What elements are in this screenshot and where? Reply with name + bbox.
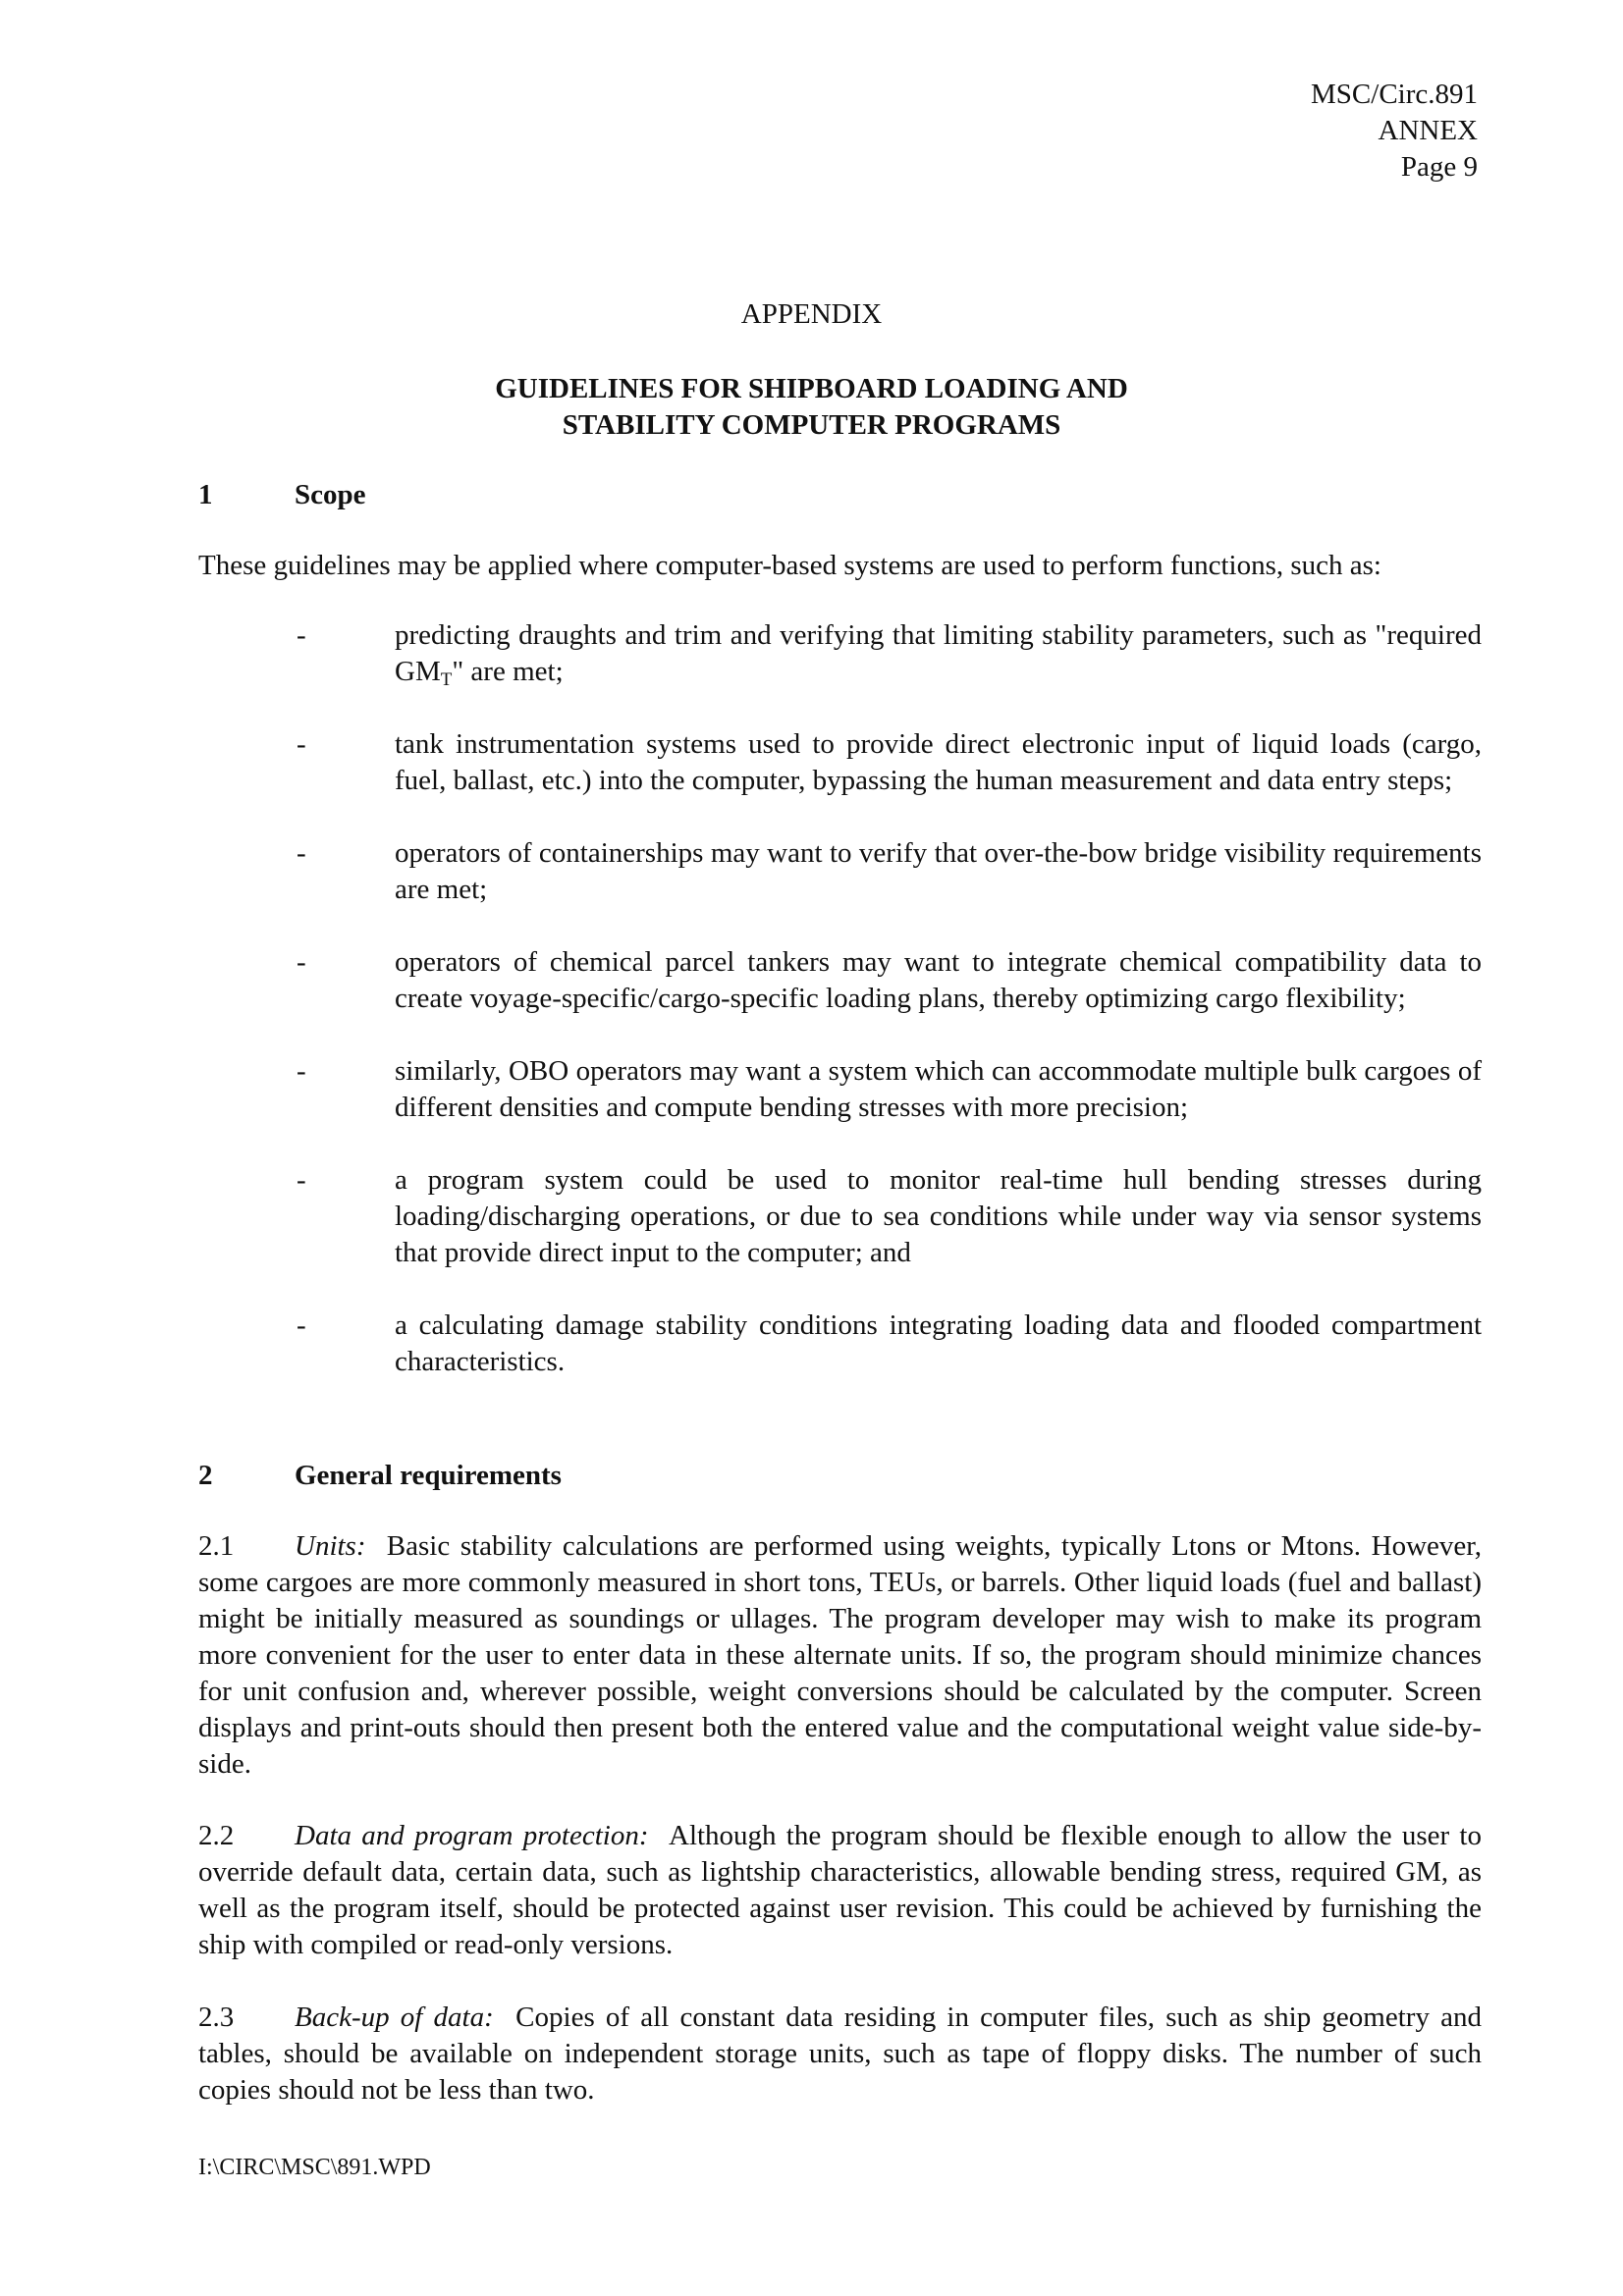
section-title: General requirements <box>295 1460 562 1491</box>
section-1-intro: These guidelines may be applied where computer-based systems are used to perform functions, such as: <box>198 550 1381 581</box>
list-item: - a program system could be used to monitor real-time hull bending stresses during loading/discharging operations, or due to sea conditions while under way via sensor systems that provide direct input to the computer; and <box>297 1164 1482 1268</box>
list-dash: - <box>297 619 306 651</box>
paragraph-title: Units: <box>295 1530 366 1562</box>
document-title <box>0 371 1623 444</box>
paragraph-text: Copies of all constant data residing in computer files, such as ship geometry and tables, should be available on independent storage units, such as tape of floppy disks. The number of such copies should not be less than two. <box>198 2002 1483 2106</box>
appendix-title: APPENDIX <box>740 298 883 330</box>
doc-reference: MSC/Circ.891 <box>1311 79 1478 110</box>
list-dash: - <box>297 1164 306 1196</box>
paragraph-number: 2.2 <box>198 1820 235 1851</box>
list-item: - predicting draughts and trim and verifying that limiting stability parameters, such as "required $GM_T$" are met; <box>297 619 1482 690</box>
list-dash: - <box>297 946 306 978</box>
paragraph-title: Data and program protection: <box>295 1820 649 1851</box>
paragraph-2-2 <box>198 1818 1482 1963</box>
list-item: - similarly, OBO operators may want a system which can accommodate multiple bulk cargoes of different densities and compute bending stresses with more precision; <box>297 1055 1482 1123</box>
section-number: 2 <box>198 1460 213 1491</box>
section-1-heading <box>198 477 366 513</box>
paragraph-2-1 <box>198 1528 1482 1783</box>
section-number: 1 <box>198 479 213 510</box>
paragraph-number: 2.1 <box>198 1530 235 1562</box>
paragraph-2-3 <box>198 2000 1482 2109</box>
file-path-footer: I:\CIRC\MSC\891.WPD <box>198 2155 431 2180</box>
title-line-1: GUIDELINES FOR SHIPBOARD LOADING AND <box>495 373 1128 404</box>
paragraph-text: Basic stability calculations are performed using weights, typically Ltons or Mtons. However, some cargoes are more commonly measured in short tons, TEUs, or barrels. Other liquid loads (fuel and ballast) might be initially measured as soundings or ullages. The program developer may wish to make its program more convenient for the user to enter data in these alternate units. If so, the program should minimize chances for unit confusion and, wherever possible, weight conversions should be calculated by the computer. Screen displays and print-outs should then present both the entered value and the computational weight value side-by-side. <box>198 1530 1482 1780</box>
section-title: Scope <box>295 479 366 510</box>
paragraph-title: Back-up of data: <box>295 2002 494 2033</box>
list-dash: - <box>297 1055 306 1087</box>
paragraph-number: 2.3 <box>198 2002 235 2033</box>
title-line-2: STABILITY COMPUTER PROGRAMS <box>562 409 1061 441</box>
list-item: - a calculating damage stability conditions integrating loading data and flooded compartment characteristics. <box>297 1309 1482 1377</box>
paragraph-text: Although the program should be flexible enough to allow the user to override default data, certain data, such as lightship characteristics, allowable bending stress, required GM, as well as the program itself, should be protected against user revision. This could be achieved by furnishing the ship with compiled or read-only versions. <box>198 1820 1482 1960</box>
list-dash: - <box>297 728 306 760</box>
scope-list <box>198 617 1482 1416</box>
annex-label: ANNEX <box>1378 115 1478 146</box>
section-2-heading <box>198 1458 562 1494</box>
list-item: - operators of containerships may want to verify that over-the-bow bridge visibility requirements are met; <box>297 837 1482 905</box>
list-dash: - <box>297 1309 306 1341</box>
page-number: Page 9 <box>1400 151 1478 183</box>
list-dash: - <box>297 837 306 869</box>
page-header <box>1311 77 1478 186</box>
list-item: - tank instrumentation systems used to provide direct electronic input of liquid loads (cargo, fuel, ballast, etc.) into the computer, bypassing the human measurement and data entry steps; <box>297 728 1482 796</box>
list-item: - operators of chemical parcel tankers may want to integrate chemical compatibility data to create voyage-specific/cargo-specific loading plans, thereby optimizing cargo flexibility; <box>297 946 1482 1014</box>
